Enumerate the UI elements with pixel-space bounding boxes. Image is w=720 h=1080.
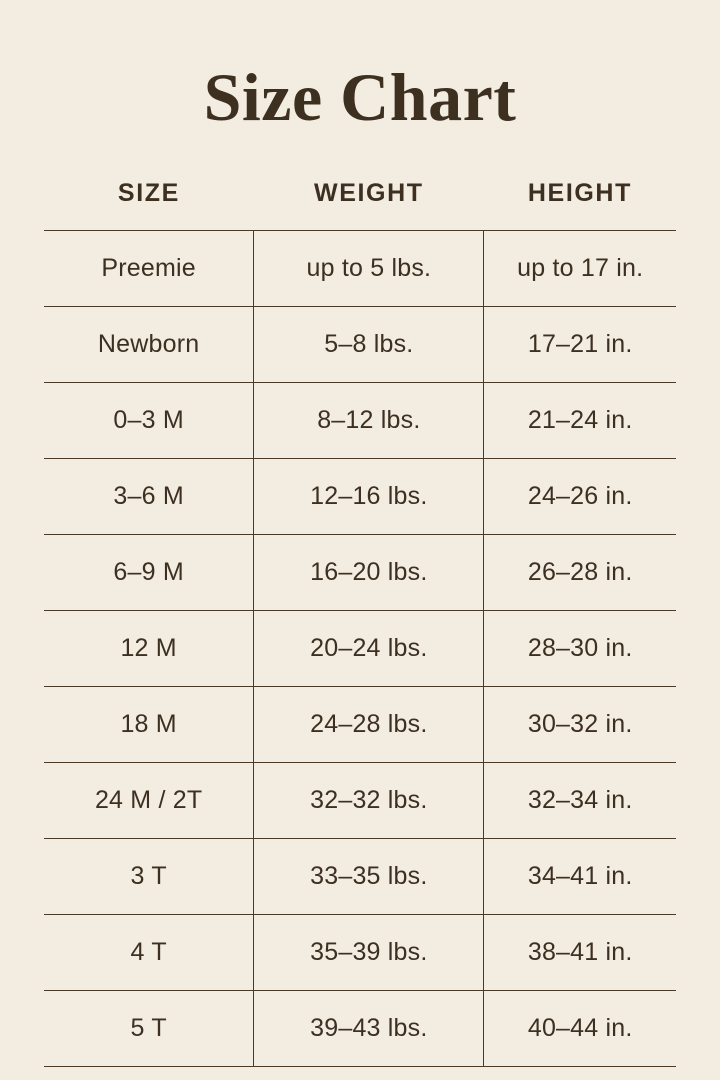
cell-weight: up to 5 lbs.: [254, 231, 484, 307]
cell-height: 40–44 in.: [484, 991, 676, 1067]
table-row: [44, 611, 676, 687]
cell-size: 18 M: [44, 687, 254, 763]
cell-size: 3–6 M: [44, 459, 254, 535]
cell-height: 38–41 in.: [484, 915, 676, 991]
cell-weight: 12–16 lbs.: [254, 459, 484, 535]
column-header-weight: WEIGHT: [314, 179, 424, 208]
cell-size: Newborn: [44, 307, 254, 383]
size-chart-table: [44, 179, 676, 1067]
cell-height: 21–24 in.: [484, 383, 676, 459]
cell-height: 30–32 in.: [484, 687, 676, 763]
cell-weight: 5–8 lbs.: [254, 307, 484, 383]
cell-weight: 39–43 lbs.: [254, 991, 484, 1067]
table-row: [44, 763, 676, 839]
cell-height: 26–28 in.: [484, 535, 676, 611]
cell-weight: 32–32 lbs.: [254, 763, 484, 839]
table-row: [44, 687, 676, 763]
table-row: [44, 839, 676, 915]
cell-height: 17–21 in.: [484, 307, 676, 383]
table-row: [44, 383, 676, 459]
table-body: [44, 231, 676, 1067]
table-header: [44, 179, 676, 231]
table-row: [44, 991, 676, 1067]
table-row: [44, 231, 676, 307]
cell-weight: 35–39 lbs.: [254, 915, 484, 991]
table-row: [44, 459, 676, 535]
cell-height: 28–30 in.: [484, 611, 676, 687]
page-title: Size Chart: [203, 59, 517, 135]
cell-height: up to 17 in.: [484, 231, 676, 307]
cell-weight: 16–20 lbs.: [254, 535, 484, 611]
table-row: [44, 915, 676, 991]
cell-size: 5 T: [44, 991, 254, 1067]
cell-weight: 8–12 lbs.: [254, 383, 484, 459]
cell-height: 24–26 in.: [484, 459, 676, 535]
cell-size: 3 T: [44, 839, 254, 915]
cell-size: 24 M / 2T: [44, 763, 254, 839]
cell-height: 34–41 in.: [484, 839, 676, 915]
cell-size: Preemie: [44, 231, 254, 307]
table-header-row: [44, 179, 676, 231]
cell-size: 4 T: [44, 915, 254, 991]
cell-weight: 20–24 lbs.: [254, 611, 484, 687]
cell-size: 12 M: [44, 611, 254, 687]
table-row: [44, 535, 676, 611]
cell-weight: 33–35 lbs.: [254, 839, 484, 915]
column-header-size: SIZE: [117, 179, 180, 208]
cell-height: 32–34 in.: [484, 763, 676, 839]
cell-size: 0–3 M: [44, 383, 254, 459]
table-row: [44, 307, 676, 383]
column-header-height: HEIGHT: [527, 179, 632, 208]
cell-size: 6–9 M: [44, 535, 254, 611]
cell-weight: 24–28 lbs.: [254, 687, 484, 763]
size-chart-container: [44, 133, 676, 1067]
